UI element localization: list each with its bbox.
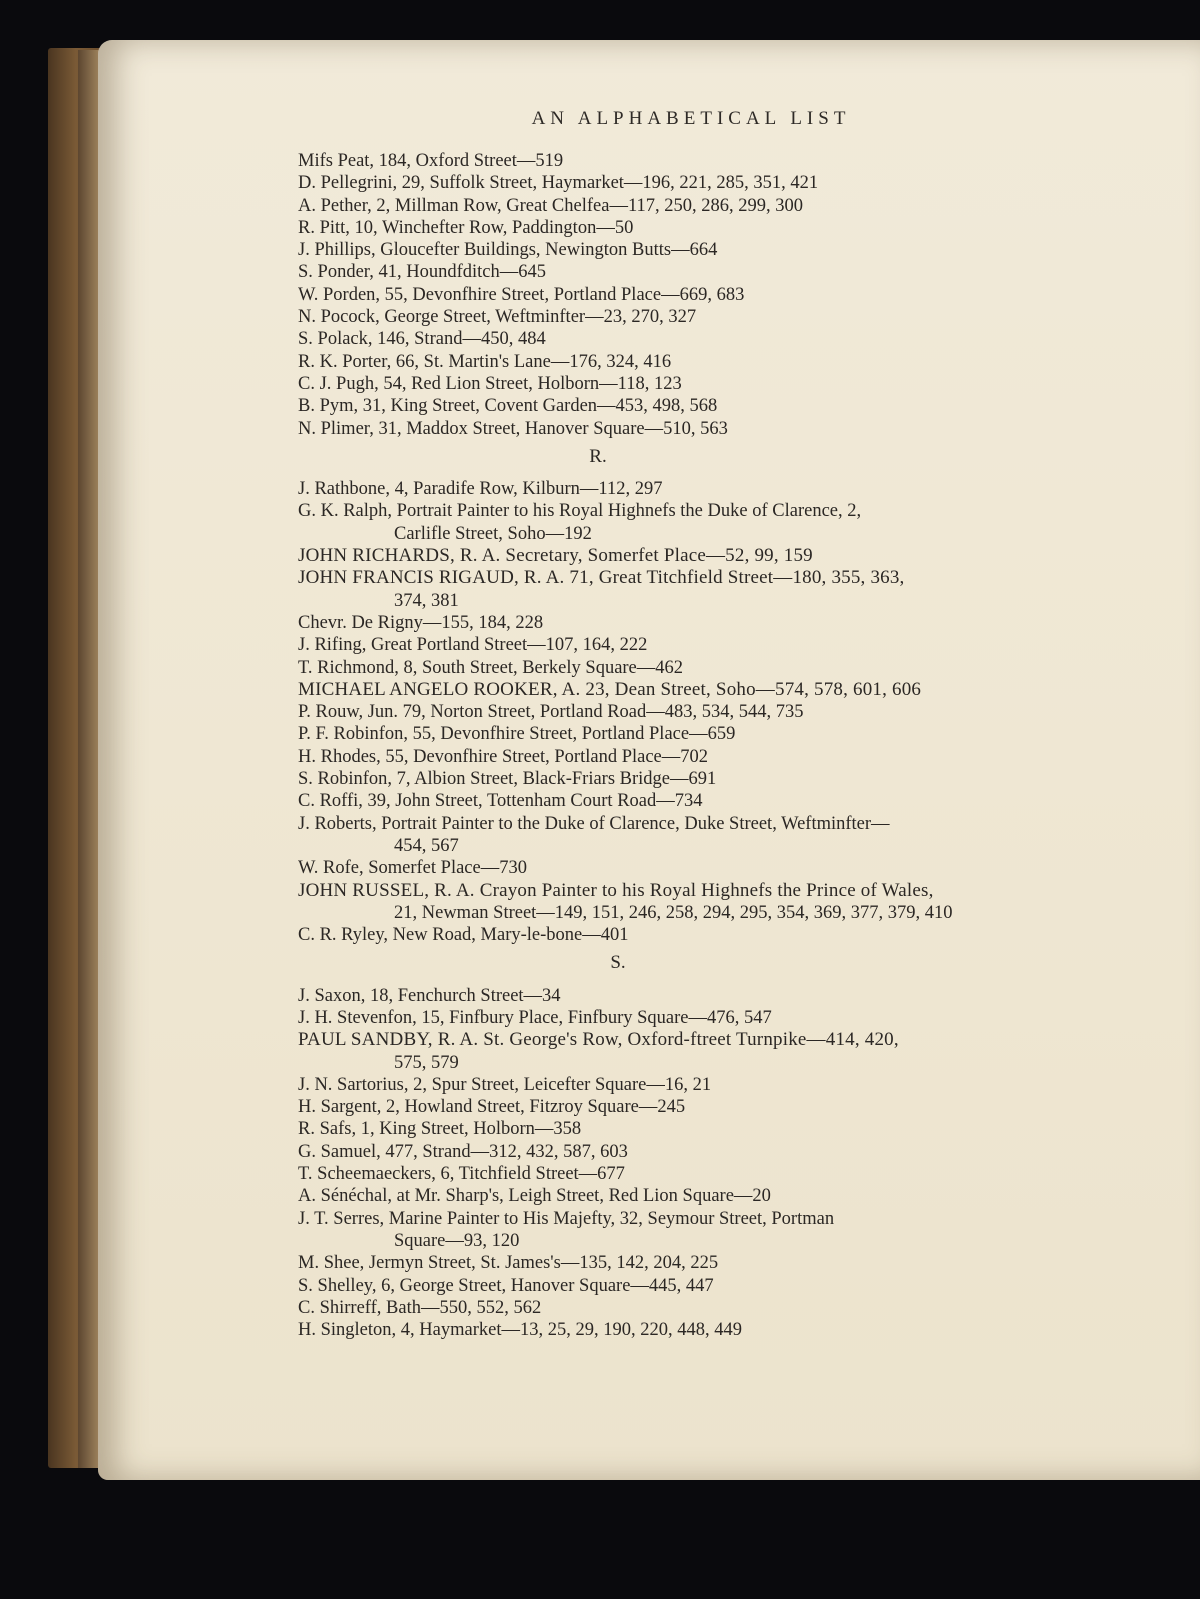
list-item: J. Phillips, Gloucefter Buildings, Newington Butts—664 [298, 240, 718, 261]
list-item [298, 567, 1098, 612]
section-r [298, 478, 1098, 946]
entry-continuation: 575, 579 [394, 1052, 459, 1073]
section-s [298, 985, 1098, 1342]
entry-list [298, 150, 1098, 1341]
list-item [298, 880, 1098, 925]
entry-text: PAUL SANDBY, R. A. St. George's Row, Oxford-ftreet Turnpike—414, 420, [298, 1029, 899, 1051]
list-item [298, 746, 1098, 768]
entry-text: S. Robinfon, 7, Albion Street, Black-Friars Bridge—691 [298, 769, 717, 790]
section-heading-r: R. [589, 445, 607, 467]
list-item [298, 1319, 1098, 1341]
entry-text: C. R. Ryley, New Road, Mary-le-bone—401 [298, 925, 629, 946]
list-item: N. Plimer, 31, Maddox Street, Hanover Square—510, 563 [298, 418, 728, 439]
list-item [298, 1096, 1098, 1118]
entry-text: JOHN RUSSEL, R. A. Crayon Painter to his Royal Highnefs the Prince of Wales, [298, 879, 934, 901]
list-item [298, 1297, 1098, 1319]
list-item [298, 813, 1098, 858]
list-item [298, 1118, 1098, 1140]
entry-text: R. Safs, 1, King Street, Holborn—358 [298, 1119, 582, 1140]
list-item [298, 857, 1098, 879]
list-item [298, 723, 1098, 745]
entry-continuation: Carlifle Street, Soho—192 [394, 523, 592, 544]
list-item [298, 612, 1098, 634]
entry-text: JOHN RICHARDS, R. A. Secretary, Somerfet Place—52, 99, 159 [298, 545, 813, 567]
list-item [298, 701, 1098, 723]
entry-text: J. Rathbone, 4, Paradife Row, Kilburn—112, 297 [298, 479, 663, 500]
entry-text: C. Roffi, 39, John Street, Tottenham Court Road—734 [298, 791, 703, 812]
list-item [298, 1208, 1098, 1253]
entry-text: G. Samuel, 477, Strand—312, 432, 587, 603 [298, 1141, 628, 1162]
list-item [298, 768, 1098, 790]
entry-text: J. H. Stevenfon, 15, Finfbury Place, Finfbury Square—476, 547 [298, 1007, 772, 1028]
list-item [298, 1252, 1098, 1274]
entry-text: H. Singleton, 4, Haymarket—13, 25, 29, 190, 220, 448, 449 [298, 1320, 742, 1341]
list-item: D. Pellegrini, 29, Suffolk Street, Haymarket—196, 221, 285, 351, 421 [298, 173, 819, 194]
entry-text: J. Roberts, Portrait Painter to the Duke of Clarence, Duke Street, Weftminfter— [298, 813, 890, 834]
list-item [298, 1074, 1098, 1096]
section-p [298, 150, 1098, 440]
entry-text: T. Richmond, 8, South Street, Berkely Square—462 [298, 657, 684, 678]
entry-text: G. K. Ralph, Portrait Painter to his Royal Highnefs the Duke of Clarence, 2, [298, 501, 862, 522]
list-item: R. Pitt, 10, Winchefter Row, Paddington—50 [298, 217, 634, 238]
entry-text: J. Rifing, Great Portland Street—107, 164, 222 [298, 635, 648, 656]
list-item [298, 478, 1098, 500]
list-item: A. Pether, 2, Millman Row, Great Chelfea—117, 250, 286, 299, 300 [298, 195, 804, 216]
running-head-text: AN ALPHABETICAL LIST [531, 108, 851, 129]
list-item: N. Pocock, George Street, Weftminfter—23, 270, 327 [298, 307, 697, 328]
list-item [298, 985, 1098, 1007]
list-item [298, 1007, 1098, 1029]
list-item [298, 1163, 1098, 1185]
list-item [298, 634, 1098, 656]
entry-continuation: Square—93, 120 [394, 1230, 520, 1251]
entry-text: A. Sénéchal, at Mr. Sharp's, Leigh Street, Red Lion Square—20 [298, 1186, 771, 1207]
entry-text: J. N. Sartorius, 2, Spur Street, Leicefter Square—16, 21 [298, 1074, 712, 1095]
entry-text: M. Shee, Jermyn Street, St. James's—135, 142, 204, 225 [298, 1253, 719, 1274]
entry-text: P. F. Robinfon, 55, Devonfhire Street, Portland Place—659 [298, 724, 736, 745]
list-item [298, 924, 1098, 946]
entry-continuation: 374, 381 [394, 590, 459, 611]
entry-text: H. Rhodes, 55, Devonfhire Street, Portland Place—702 [298, 746, 709, 767]
list-item [298, 679, 1098, 701]
list-item [298, 790, 1098, 812]
list-item [298, 1275, 1098, 1297]
entry-text: MICHAEL ANGELO ROOKER, A. 23, Dean Street, Soho—574, 578, 601, 606 [298, 678, 922, 700]
list-item [298, 657, 1098, 679]
entry-text: W. Rofe, Somerfet Place—730 [298, 858, 527, 879]
entry-text: Chevr. De Rigny—155, 184, 228 [298, 612, 544, 633]
list-item [298, 545, 1098, 567]
list-item: B. Pym, 31, King Street, Covent Garden—453, 498, 568 [298, 396, 718, 417]
list-item: R. K. Porter, 66, St. Martin's Lane—176, 324, 416 [298, 351, 672, 372]
list-item [298, 500, 1098, 545]
entry-text: J. Saxon, 18, Fenchurch Street—34 [298, 985, 561, 1006]
entry-text: S. Shelley, 6, George Street, Hanover Square—445, 447 [298, 1275, 714, 1296]
list-item: Mifs Peat, 184, Oxford Street—519 [298, 151, 564, 171]
running-head [0, 108, 1200, 130]
entry-text: H. Sargent, 2, Howland Street, Fitzroy Square—245 [298, 1097, 686, 1118]
list-item [298, 1029, 1098, 1074]
entry-continuation: 454, 567 [394, 835, 459, 856]
entry-text: JOHN FRANCIS RIGAUD, R. A. 71, Great Titchfield Street—180, 355, 363, [298, 567, 905, 589]
list-item: C. J. Pugh, 54, Red Lion Street, Holborn—118, 123 [298, 373, 682, 394]
entry-text: J. T. Serres, Marine Painter to His Majefty, 32, Seymour Street, Portman [298, 1208, 835, 1229]
list-item [298, 1141, 1098, 1163]
entry-continuation: 21, Newman Street—149, 151, 246, 258, 294, 295, 354, 369, 377, 379, 410 [394, 902, 953, 923]
list-item: S. Polack, 146, Strand—450, 484 [298, 329, 546, 350]
list-item: W. Porden, 55, Devonfhire Street, Portland Place—669, 683 [298, 284, 745, 305]
list-item [298, 1185, 1098, 1207]
entry-text: C. Shirreff, Bath—550, 552, 562 [298, 1297, 542, 1318]
entry-text: P. Rouw, Jun. 79, Norton Street, Portland Road—483, 534, 544, 735 [298, 702, 804, 723]
section-heading-s: S. [610, 952, 626, 974]
entry-text: T. Scheemaeckers, 6, Titchfield Street—677 [298, 1164, 625, 1185]
list-item: S. Ponder, 41, Houndfditch—645 [298, 262, 546, 283]
